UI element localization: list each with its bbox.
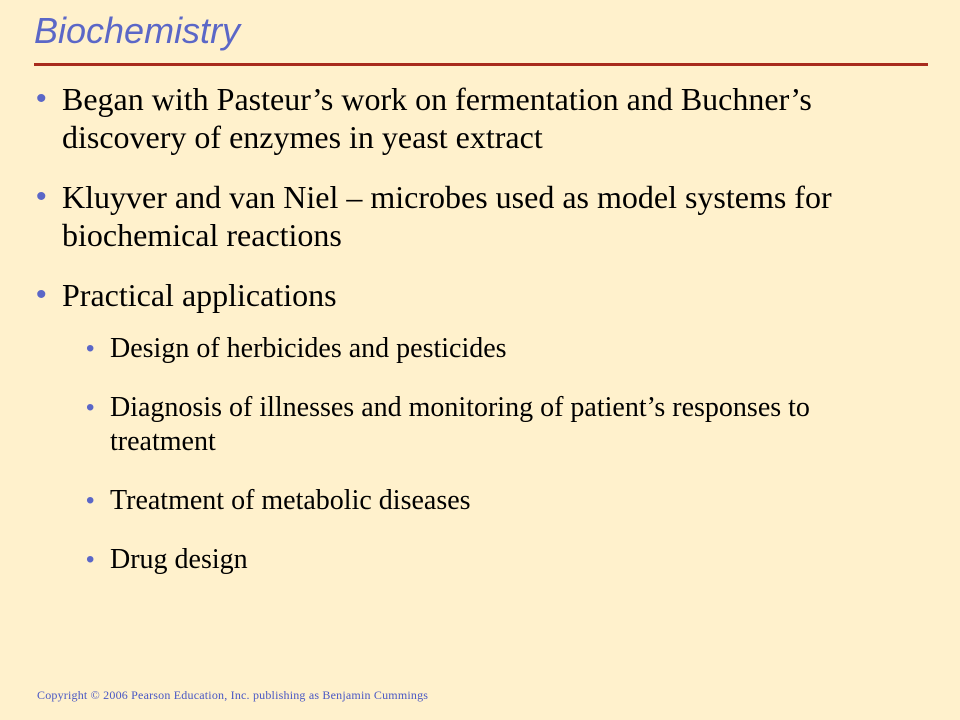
- bullet-text: Kluyver and van Niel – microbes used as model systems for biochemical reactions: [62, 179, 832, 253]
- sub-bullet-item-design: [36, 332, 916, 366]
- sub-bullet-marker: •: [86, 335, 95, 362]
- sub-bullet-item-drug-design: [36, 543, 916, 577]
- sub-bullet-text: Drug design: [110, 544, 248, 575]
- bullet-item-pasteur-buchner: [36, 80, 916, 156]
- sub-bullet-text: Diagnosis of illnesses and monitoring of patient’s responses to treatment: [110, 392, 810, 457]
- sub-bullet-marker: •: [86, 394, 95, 421]
- sub-bullet-item-diagnosis: [36, 391, 916, 459]
- bullet-text: Began with Pasteur’s work on fermentation and Buchner’s discovery of enzymes in yeast extract: [62, 81, 812, 155]
- bullet-marker: •: [36, 180, 47, 213]
- sub-bullet-item-treatment: [36, 484, 916, 518]
- bullet-text: Practical applications: [62, 277, 337, 313]
- sub-bullet-text: Treatment of metabolic diseases: [110, 485, 471, 516]
- bullet-list: [36, 80, 916, 602]
- sub-bullet-text: Design of herbicides and pesticides: [110, 333, 507, 364]
- sub-bullet-marker: •: [86, 487, 95, 514]
- copyright-footer: Copyright © 2006 Pearson Education, Inc. publishing as Benjamin Cummings: [37, 688, 429, 702]
- sub-bullet-marker: •: [86, 546, 95, 573]
- bullet-item-practical-applications: [36, 276, 916, 314]
- slide-title: Biochemistry: [34, 10, 241, 51]
- bullet-marker: •: [36, 278, 47, 311]
- title-divider: [34, 63, 928, 66]
- bullet-marker: •: [36, 82, 47, 115]
- bullet-item-kluyver-van-niel: [36, 178, 916, 254]
